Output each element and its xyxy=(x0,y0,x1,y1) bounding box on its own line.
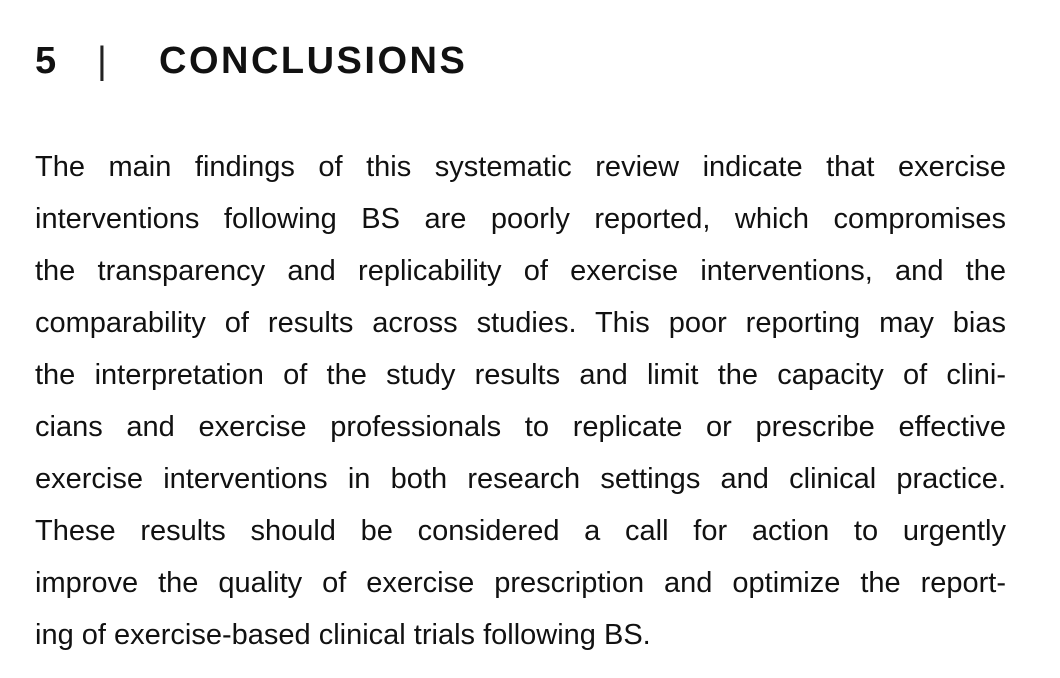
conclusions-paragraph xyxy=(35,141,1006,661)
paragraph-line: comparability of results across studies. This poor reporting may bias xyxy=(35,307,1006,339)
paragraph-line: improve the quality of exercise prescription and optimize the report- xyxy=(35,567,1006,599)
section-heading xyxy=(35,36,467,86)
paragraph-line: The main findings of this systematic review indicate that exercise xyxy=(35,151,1006,183)
paragraph-line: These results should be considered a call for action to urgently xyxy=(35,515,1006,547)
paragraph-line: the interpretation of the study results and limit the capacity of clini- xyxy=(35,359,1006,391)
section-number: 5 xyxy=(35,39,59,82)
paragraph-line: interventions following BS are poorly reported, which compromises xyxy=(35,203,1006,235)
paragraph-line: the transparency and replicability of exercise interventions, and the xyxy=(35,255,1006,287)
paragraph-line: ing of exercise-based clinical trials following BS. xyxy=(35,619,651,651)
paragraph-line: cians and exercise professionals to replicate or prescribe effective xyxy=(35,411,1006,443)
paragraph-line: exercise interventions in both research settings and clinical practice. xyxy=(35,463,1006,495)
section-title: CONCLUSIONS xyxy=(159,39,468,82)
section-separator: | xyxy=(97,39,110,82)
